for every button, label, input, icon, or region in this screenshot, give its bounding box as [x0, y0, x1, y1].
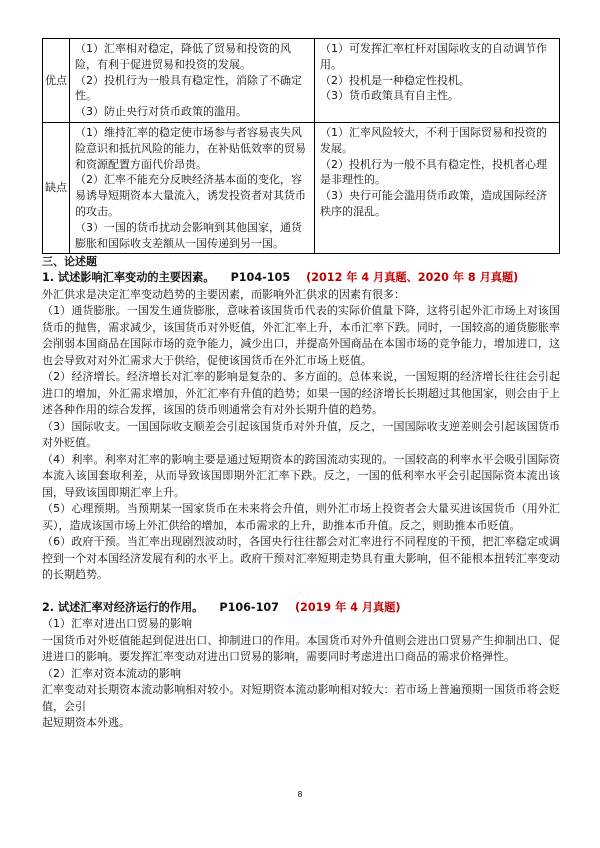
- fixed-rate-disadvantages-cell: [70, 122, 315, 253]
- paragraph: 起短期资本外逃。: [42, 716, 130, 730]
- cell-text: （1）汇率风险较大，不利于国际贸易和投资的发展。: [320, 125, 547, 155]
- question-title-text: 1. 试述影响汇率变动的主要因素。: [42, 271, 215, 285]
- section-heading: 三、论述题: [42, 255, 97, 269]
- page: [42, 38, 560, 732]
- exam-reference: (2019 年 4 月真题): [294, 600, 401, 614]
- row-label-disadvantages: 缺点: [43, 122, 70, 253]
- cell-text: （3）防止央行对货币政策的滥用。: [75, 105, 247, 119]
- cell-text: （1）维持汇率的稳定使市场参与者容易丧失风险意识和抵抗风险的能力，在补贴低效率的贸易和资源配置方面代价昂贵。: [75, 125, 306, 171]
- question-body: [42, 616, 560, 732]
- question-title-text: 2. 试述汇率对经济运行的作用。: [42, 600, 204, 614]
- paragraph: （2）汇率对资本流动的影响: [42, 666, 181, 680]
- question-title: [42, 270, 560, 287]
- row-label-advantages: 优点: [43, 39, 70, 123]
- paragraph: （2）经济增长。经济增长对汇率的影响是复杂的、多方面的。总体来说，一国短期的经济增长往往会引起进口的增加，外汇需求增加，外汇汇率有升值的趋势；如果一国的经济增长长期超过其他国家，则会由于上述各种作用的综合发挥，该国的货币则通常会有对外长期升值的趋势。: [42, 370, 560, 417]
- floating-rate-advantages-cell: [315, 39, 560, 123]
- cell-text: （2）投机行为一般具有稳定性，消除了不确定性。: [75, 73, 302, 103]
- page-reference: P106-107: [219, 600, 279, 614]
- comparison-table: [42, 38, 560, 254]
- fixed-rate-advantages-cell: [70, 39, 315, 123]
- cell-text: （3）一国的货币扰动会影响到其他国家，通货膨胀和国际收支差额从一国传递到另一国。: [75, 220, 302, 250]
- paragraph: （3）国际收支。一国国际收支顺差会引起该国货币对外升值，反之，一国国际收支逆差则会引起该国货币对外贬值。: [42, 419, 560, 450]
- paragraph: （4）利率。利率对汇率的影响主要是通过短期资本的跨国流动实现的。一国较高的利率水平会吸引国际资本流入该国套取利差，从而导致该国即期外汇汇率下跌。反之，一国的低利率水平会引起国际资本流出该国，导致该国即期汇率上升。: [42, 452, 560, 499]
- paragraph: （6）政府干预。当汇率出现剧烈波动时，各国央行往往都会对汇率进行不同程度的干预，把汇率稳定或调控到一个对本国经济发展有利的水平上。政府干预对汇率短期走势具有重大影响，但不能根本扭转汇率变动的长期趋势。: [42, 535, 560, 582]
- paragraph: 外汇供求是决定汇率变动趋势的主要因素，而影响外汇供求的因素有很多：: [42, 287, 405, 301]
- page-reference: P104-105: [230, 271, 291, 285]
- cell-text: （3）货币政策具有自主性。: [320, 89, 459, 103]
- cell-text: （2）投机行为一般不具有稳定性，投机者心理是非理性的。: [320, 157, 547, 187]
- spacer: [42, 584, 560, 600]
- question-body: [42, 287, 560, 584]
- question-2: [42, 600, 560, 732]
- table-row: [43, 122, 560, 253]
- paragraph: 汇率变动对长期资本流动影响相对较小。对短期资本流动影响相对较大：若市场上普遍预期一国货币将会贬值，会引: [42, 683, 560, 713]
- paragraph: （1）汇率对进出口贸易的影响: [42, 617, 192, 631]
- paragraph: （1）通货膨胀。一国发生通货膨胀，意味着该国货币代表的实际价值量下降，这将引起外汇市场上对该国货币的抛售，需求减少，该国货币对外贬值，外汇汇率上升，本币汇率下跌。同时，一国较高的通货膨胀率会削弱本国商品在国际市场的竞争能力，减少出口，并提高外国商品在本国市场的竞争能力，增加进口，这也会导致对对外汇需求大于供给，促使该国货币在外汇市场上贬值。: [42, 304, 560, 367]
- question-title: [42, 600, 560, 617]
- cell-text: （1）可发挥汇率杠杆对国际收支的自动调节作用。: [320, 42, 547, 71]
- page-number: 8: [297, 790, 303, 799]
- paragraph: 一国货币对外贬值能起到促进出口、抑制进口的作用。本国货币对外升值则会进出口贸易产生抑制出口、促进进口的影响。要发挥汇率变动对进出口贸易的影响，需要同时考虑进出口商品的需求价格弹性。: [42, 633, 560, 664]
- table-row: [43, 39, 560, 123]
- cell-text: （1）汇率相对稳定，降低了贸易和投资的风险，有利于促进贸易和投资的发展。: [75, 42, 291, 71]
- paragraph: （5）心理预期。当预期某一国家货币在未来将会升值，则外汇市场上投资者会大量买进该国货币（用外汇买），造成该国市场上外汇供给的增加，本币需求的上升，助推本币升值。反之，则助推本币贬值。: [42, 502, 560, 532]
- cell-text: （2）投机是一种稳定性投机。: [320, 73, 470, 87]
- exam-reference: (2012 年 4 月真题、2020 年 8 月真题): [306, 271, 519, 285]
- cell-text: （2）汇率不能充分反映经济基本面的变化，容易诱导短期资本大量流入，诱发投资者对其货币的攻击。: [75, 173, 306, 218]
- cell-text: （3）央行可能会滥用货币政策，造成国际经济秩序的混乱。: [320, 189, 547, 218]
- question-1: [42, 270, 560, 584]
- floating-rate-disadvantages-cell: [315, 122, 560, 253]
